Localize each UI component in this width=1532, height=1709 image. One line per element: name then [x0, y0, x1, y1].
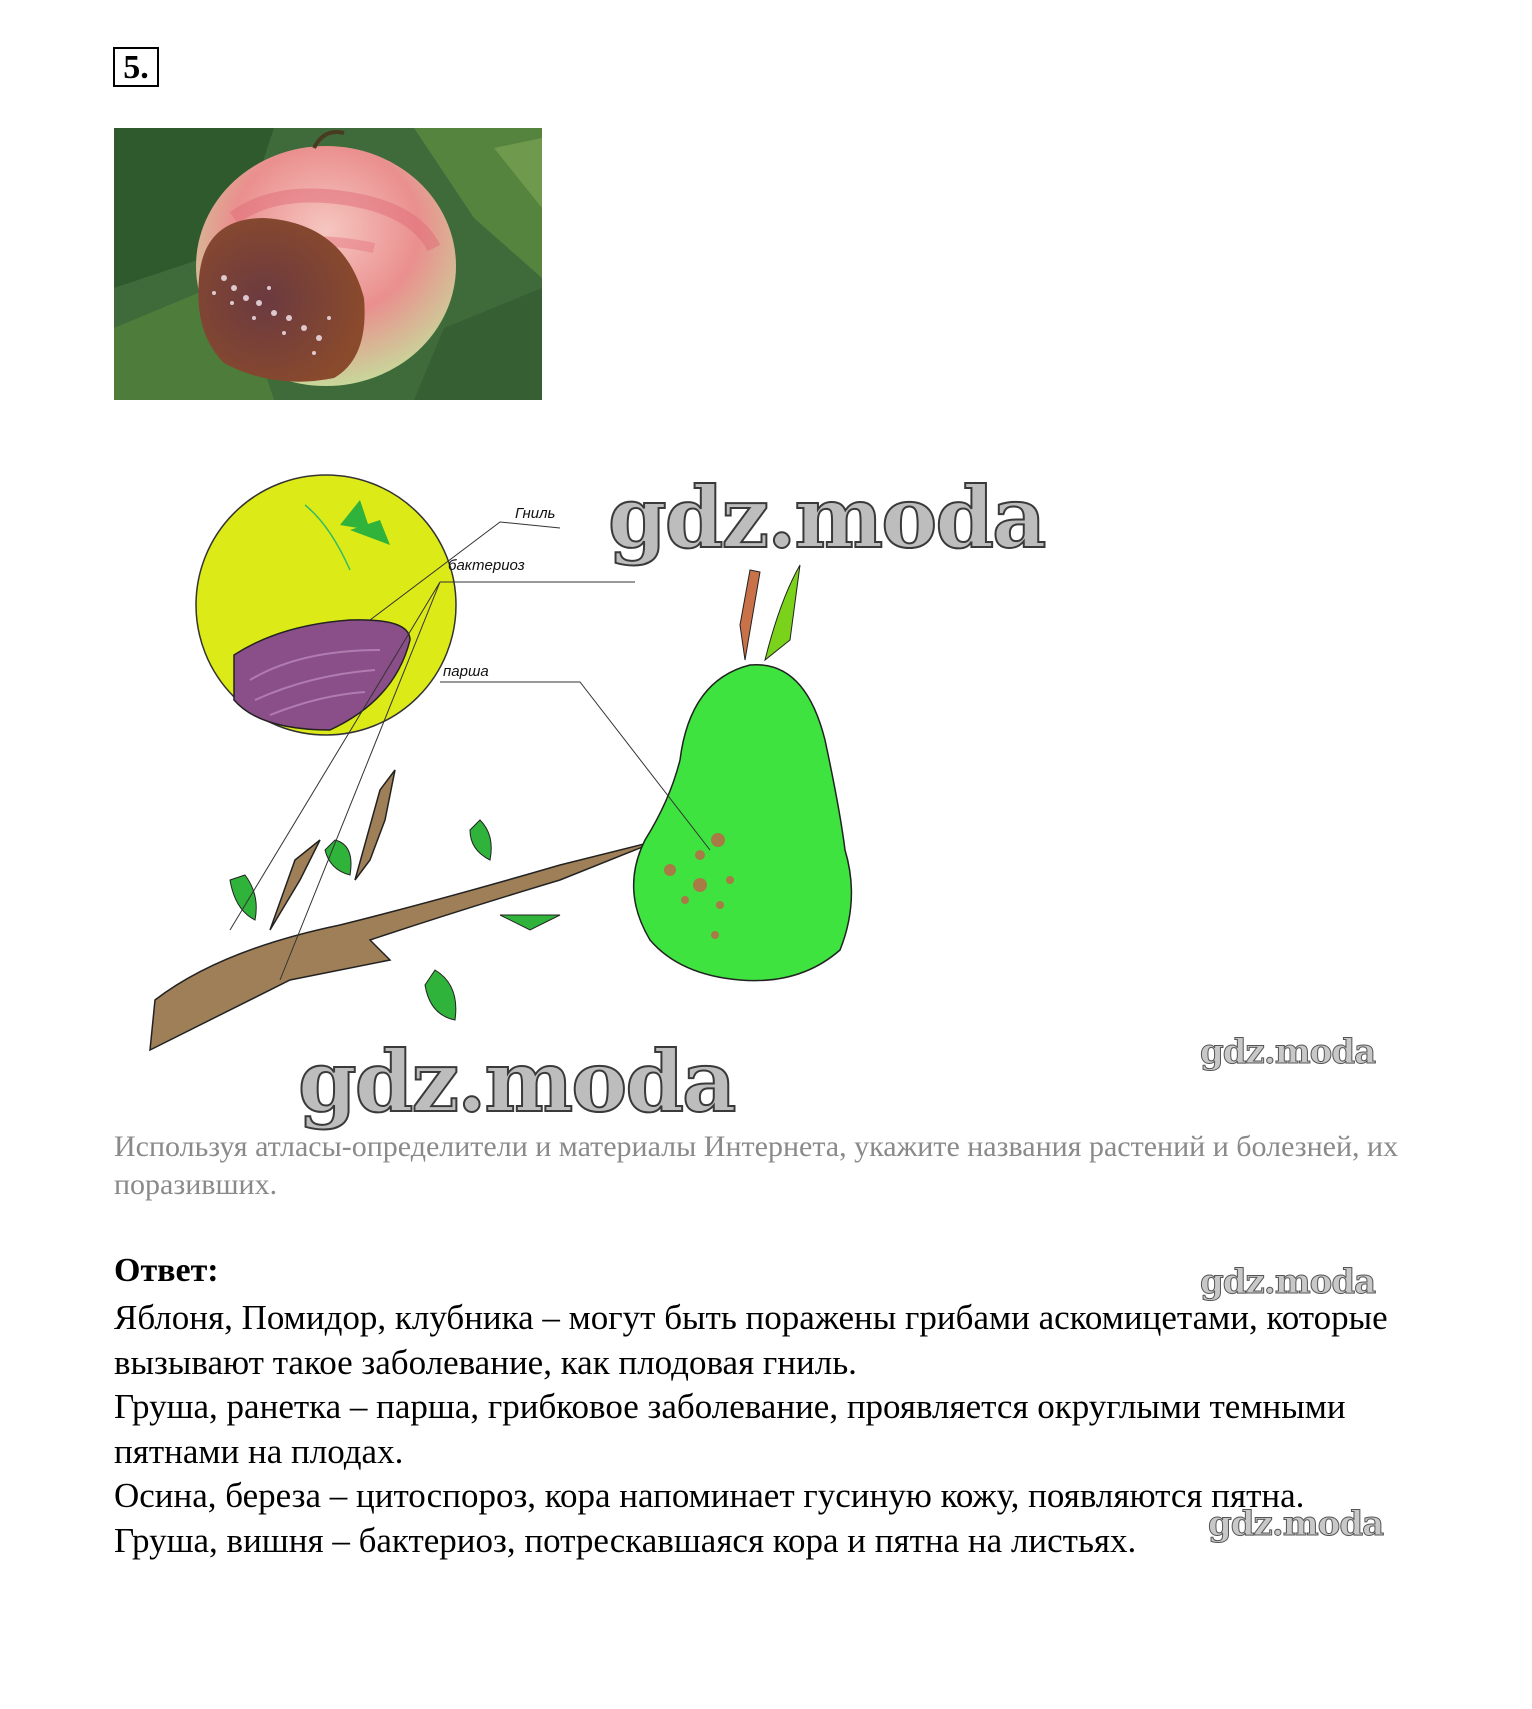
watermark: gdz.moda: [1200, 1032, 1376, 1072]
watermark: gdz.moda: [1200, 1262, 1376, 1302]
label-bacteriosis: бактериоз: [448, 557, 525, 574]
watermark: gdz.moda: [608, 468, 1045, 567]
watermark: gdz.moda: [1208, 1504, 1384, 1544]
answer-line: Яблоня, Помидор, клубника – могут быть поражены грибами аскомицетами, которые вызывают такое заболевание, как плодовая гниль.: [114, 1298, 1388, 1382]
label-rot: Гниль: [515, 505, 556, 522]
drawn-pear: [634, 565, 852, 981]
answer-line: Груша, ранетка – парша, грибковое заболевание, проявляется округлыми темными пятнами на плодах.: [114, 1387, 1346, 1471]
label-scab: парша: [443, 663, 489, 680]
question-text: Используя атласы-определители и материалы Интернета, укажите названия растений и болезней, их поразивших.: [114, 1130, 1399, 1201]
answer-line: Осина, береза – цитоспороз, кора напоминает гусиную кожу, появляются пятна.: [114, 1476, 1305, 1515]
task-number: 5.: [113, 47, 159, 87]
answer-line: Груша, вишня – бактериоз, потрескавшаяся кора и пятна на листьях.: [114, 1520, 1137, 1560]
watermark: gdz.moda: [298, 1032, 735, 1131]
answer-text: [114, 1296, 1434, 1563]
diseased-apple-photo: [114, 128, 542, 400]
drawn-branch: [150, 770, 660, 1050]
answer-title: Ответ:: [114, 1252, 219, 1289]
drawn-apple: [196, 475, 456, 735]
